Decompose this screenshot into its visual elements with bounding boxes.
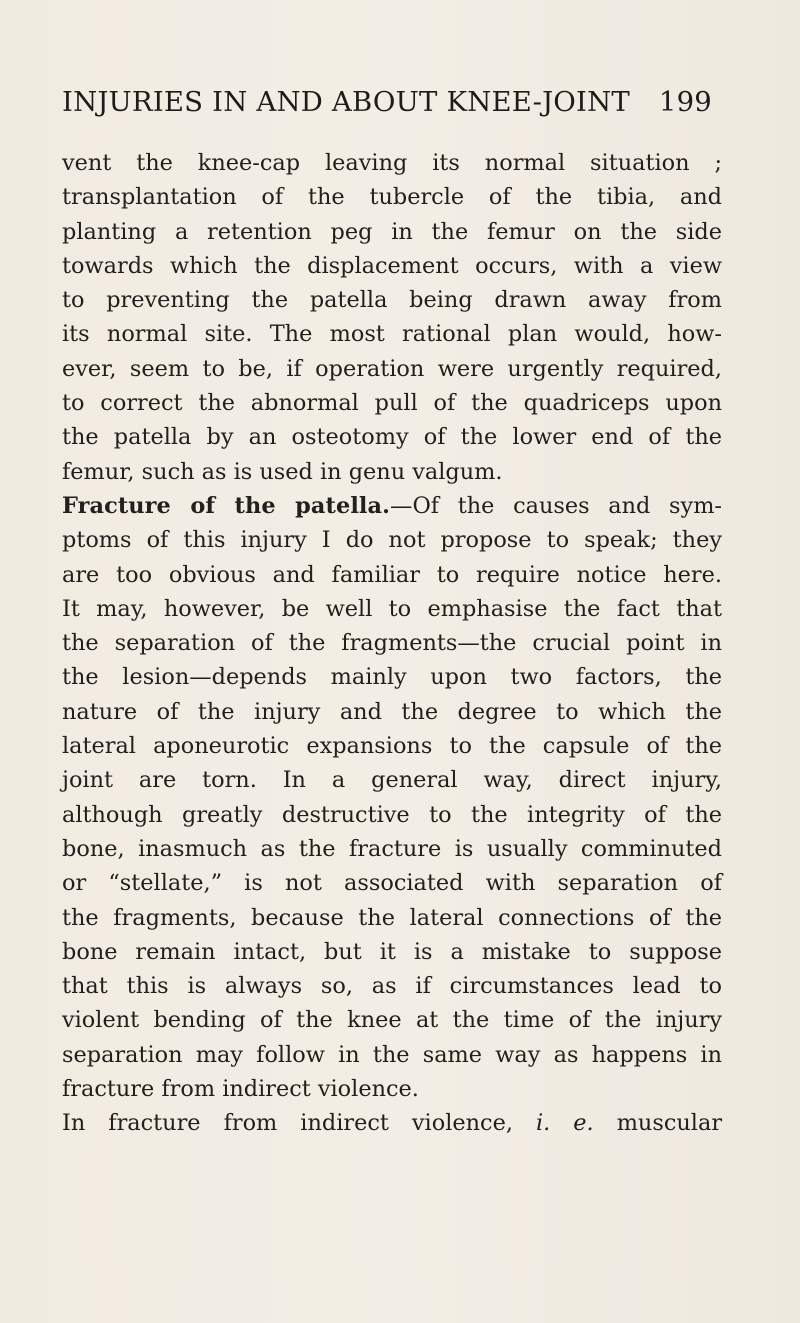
text-line: bone, inasmuch as the fracture is usually comminuted xyxy=(62,835,722,862)
running-head xyxy=(62,86,712,126)
text-line: femur, such as is used in genu valgum. xyxy=(62,458,503,485)
section-first-line xyxy=(62,489,722,523)
text-line: violent bending of the knee at the time of the injury xyxy=(62,1007,722,1034)
last-line-text: In fracture from indirect violence, xyxy=(62,1110,536,1137)
text-line: vent the knee-cap leaving its normal situation ; xyxy=(62,150,722,176)
text-line: the separation of the fragments—the crucial point in xyxy=(62,630,722,657)
body-text xyxy=(62,146,722,1141)
text-line: to correct the abnormal pull of the quadriceps upon xyxy=(62,390,722,417)
text-line: the lesion—depends mainly upon two factors, the xyxy=(62,664,722,691)
section-heading-fracture-of-patella: Fracture of the patella. xyxy=(62,492,391,519)
text-line: the patella by an osteotomy of the lower end of the xyxy=(62,424,722,451)
text-line: joint are torn. In a general way, direct injury, xyxy=(62,767,722,794)
running-head-title: INJURIES IN AND ABOUT KNEE-JOINT xyxy=(62,86,630,118)
paragraph-first-line xyxy=(62,1106,722,1140)
last-line-text-end: muscular xyxy=(593,1110,723,1137)
text-line: lateral aponeurotic expansions to the capsule of the xyxy=(62,733,722,760)
text-line: It may, however, be well to emphasise the fact that xyxy=(62,595,722,622)
text-line: the fragments, because the lateral connections of the xyxy=(62,904,722,931)
text-line: ever, seem to be, if operation were urgently required, xyxy=(62,355,722,382)
text-line: its normal site. The most rational plan would, how- xyxy=(62,321,722,348)
text-line: bone remain intact, but it is a mistake to suppose xyxy=(62,938,722,965)
text-line: towards which the displacement occurs, with a view xyxy=(62,252,722,279)
text-line: or “stellate,” is not associated with separation of xyxy=(62,870,722,897)
text-line: fracture from indirect violence. xyxy=(62,1076,419,1103)
abbreviation-ie: i. e. xyxy=(535,1110,594,1137)
text-line: separation may follow in the same way as happens in xyxy=(62,1041,722,1068)
text-line: ptoms of this injury I do not propose to speak; they xyxy=(62,527,722,554)
section-first-line-text: —Of the causes and sym- xyxy=(390,492,722,519)
text-line: transplantation of the tubercle of the tibia, and xyxy=(62,184,722,211)
text-line: although greatly destructive to the integrity of the xyxy=(62,801,722,828)
text-line: planting a retention peg in the femur on the side xyxy=(62,218,722,245)
text-line: that this is always so, as if circumstances lead to xyxy=(62,973,722,1000)
text-line: are too obvious and familiar to require notice here. xyxy=(62,561,722,588)
text-line: nature of the injury and the degree to which the xyxy=(62,698,722,725)
page-number: 199 xyxy=(658,86,712,118)
text-line: to preventing the patella being drawn away from xyxy=(62,287,722,314)
